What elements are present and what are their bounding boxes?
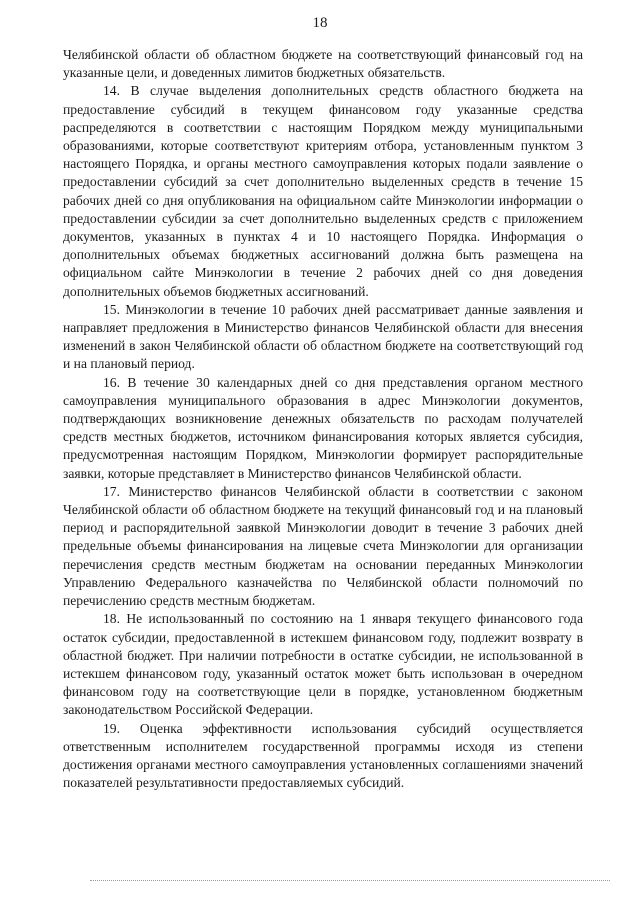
- paragraph-19: 19. Оценка эффективности использования субсидий осуществляется ответственным исполнителем государственной программы исходя из степени достижения органами местного самоуправления установленных соглашениями значений показателей результативности предоставляемых субсидий.: [63, 720, 583, 791]
- paragraph-continuation: Челябинской области об областном бюджете на соответствующий финансовый год на указанные цели, и доведенных лимитов бюджетных обязательств.: [63, 47, 583, 81]
- paragraph-15: 15. Минэкологии в течение 10 рабочих дней рассматривает данные заявления и направляет предложения в Министерство финансов Челябинской области для внесения изменений в закон Челябинской области об областном бюджете на соответствующий год и на плановый период.: [63, 301, 583, 372]
- page-number: 18: [312, 15, 328, 31]
- paragraph-16: 16. В течение 30 календарных дней со дня представления органом местного самоуправления муниципального образования в адрес Минэкологии документов, подтверждающих возникновение денежных обязательств по расходам получателей средств местных бюджетов, источником финансирования которых является субсидия, предусмотренная настоящим Порядком, Минэкологии формирует распорядительные заявки, которые представляет в Министерство финансов Челябинской области.: [63, 374, 583, 481]
- paragraph-18: 18. Не использованный по состоянию на 1 января текущего финансового года остаток субсидии, предоставленной в истекшем финансовом году, подлежит возврату в областной бюджет. При наличии потребности в остатке субсидии, не использованной в истекшем финансовом году, указанный остаток может быть использован в очередном финансовом году на соответствующие цели в порядке, установленном бюджетным законодательством Российской Федерации.: [63, 611, 583, 718]
- document-body: [63, 46, 583, 792]
- paragraph-17: 17. Министерство финансов Челябинской области в соответствии с законом Челябинской области об областном бюджете на текущий финансовый год и на плановый период и распорядительной заявкой Минэкологии доводит в течение 3 рабочих дней предельные объемы финансирования на лицевые счета Минэкологии для организации перечисления средств местным бюджетам на основании переданных Минэкологии Управлению Федерального казначейства по Челябинской области полномочий по перечислению средств местным бюджетам.: [63, 483, 583, 609]
- footer-divider: [90, 880, 610, 881]
- paragraph-14: 14. В случае выделения дополнительных средств областного бюджета на предоставление субсидий в текущем финансовом году указанные средства распределяются в соответствии с настоящим Порядком между муниципальными образованиями, которые соответствуют критериям отбора, установленным пунктом 3 настоящего Порядка, и органы местного самоуправления которых подали заявление о предоставлении субсидий за счет дополнительно выделенных средств в течение 15 рабочих дней со дня опубликования на официальном сайте Минэкологии информации о предоставлении субсидии за счет дополнительно выделенных средств с приложением документов, указанных в пунктах 4 и 10 настоящего Порядка. Информация о дополнительных объемах бюджетных ассигнований должна быть размещена на официальном сайте Минэкологии в течение 2 рабочих дней со дня доведения дополнительных объемов бюджетных ассигнований.: [63, 83, 583, 299]
